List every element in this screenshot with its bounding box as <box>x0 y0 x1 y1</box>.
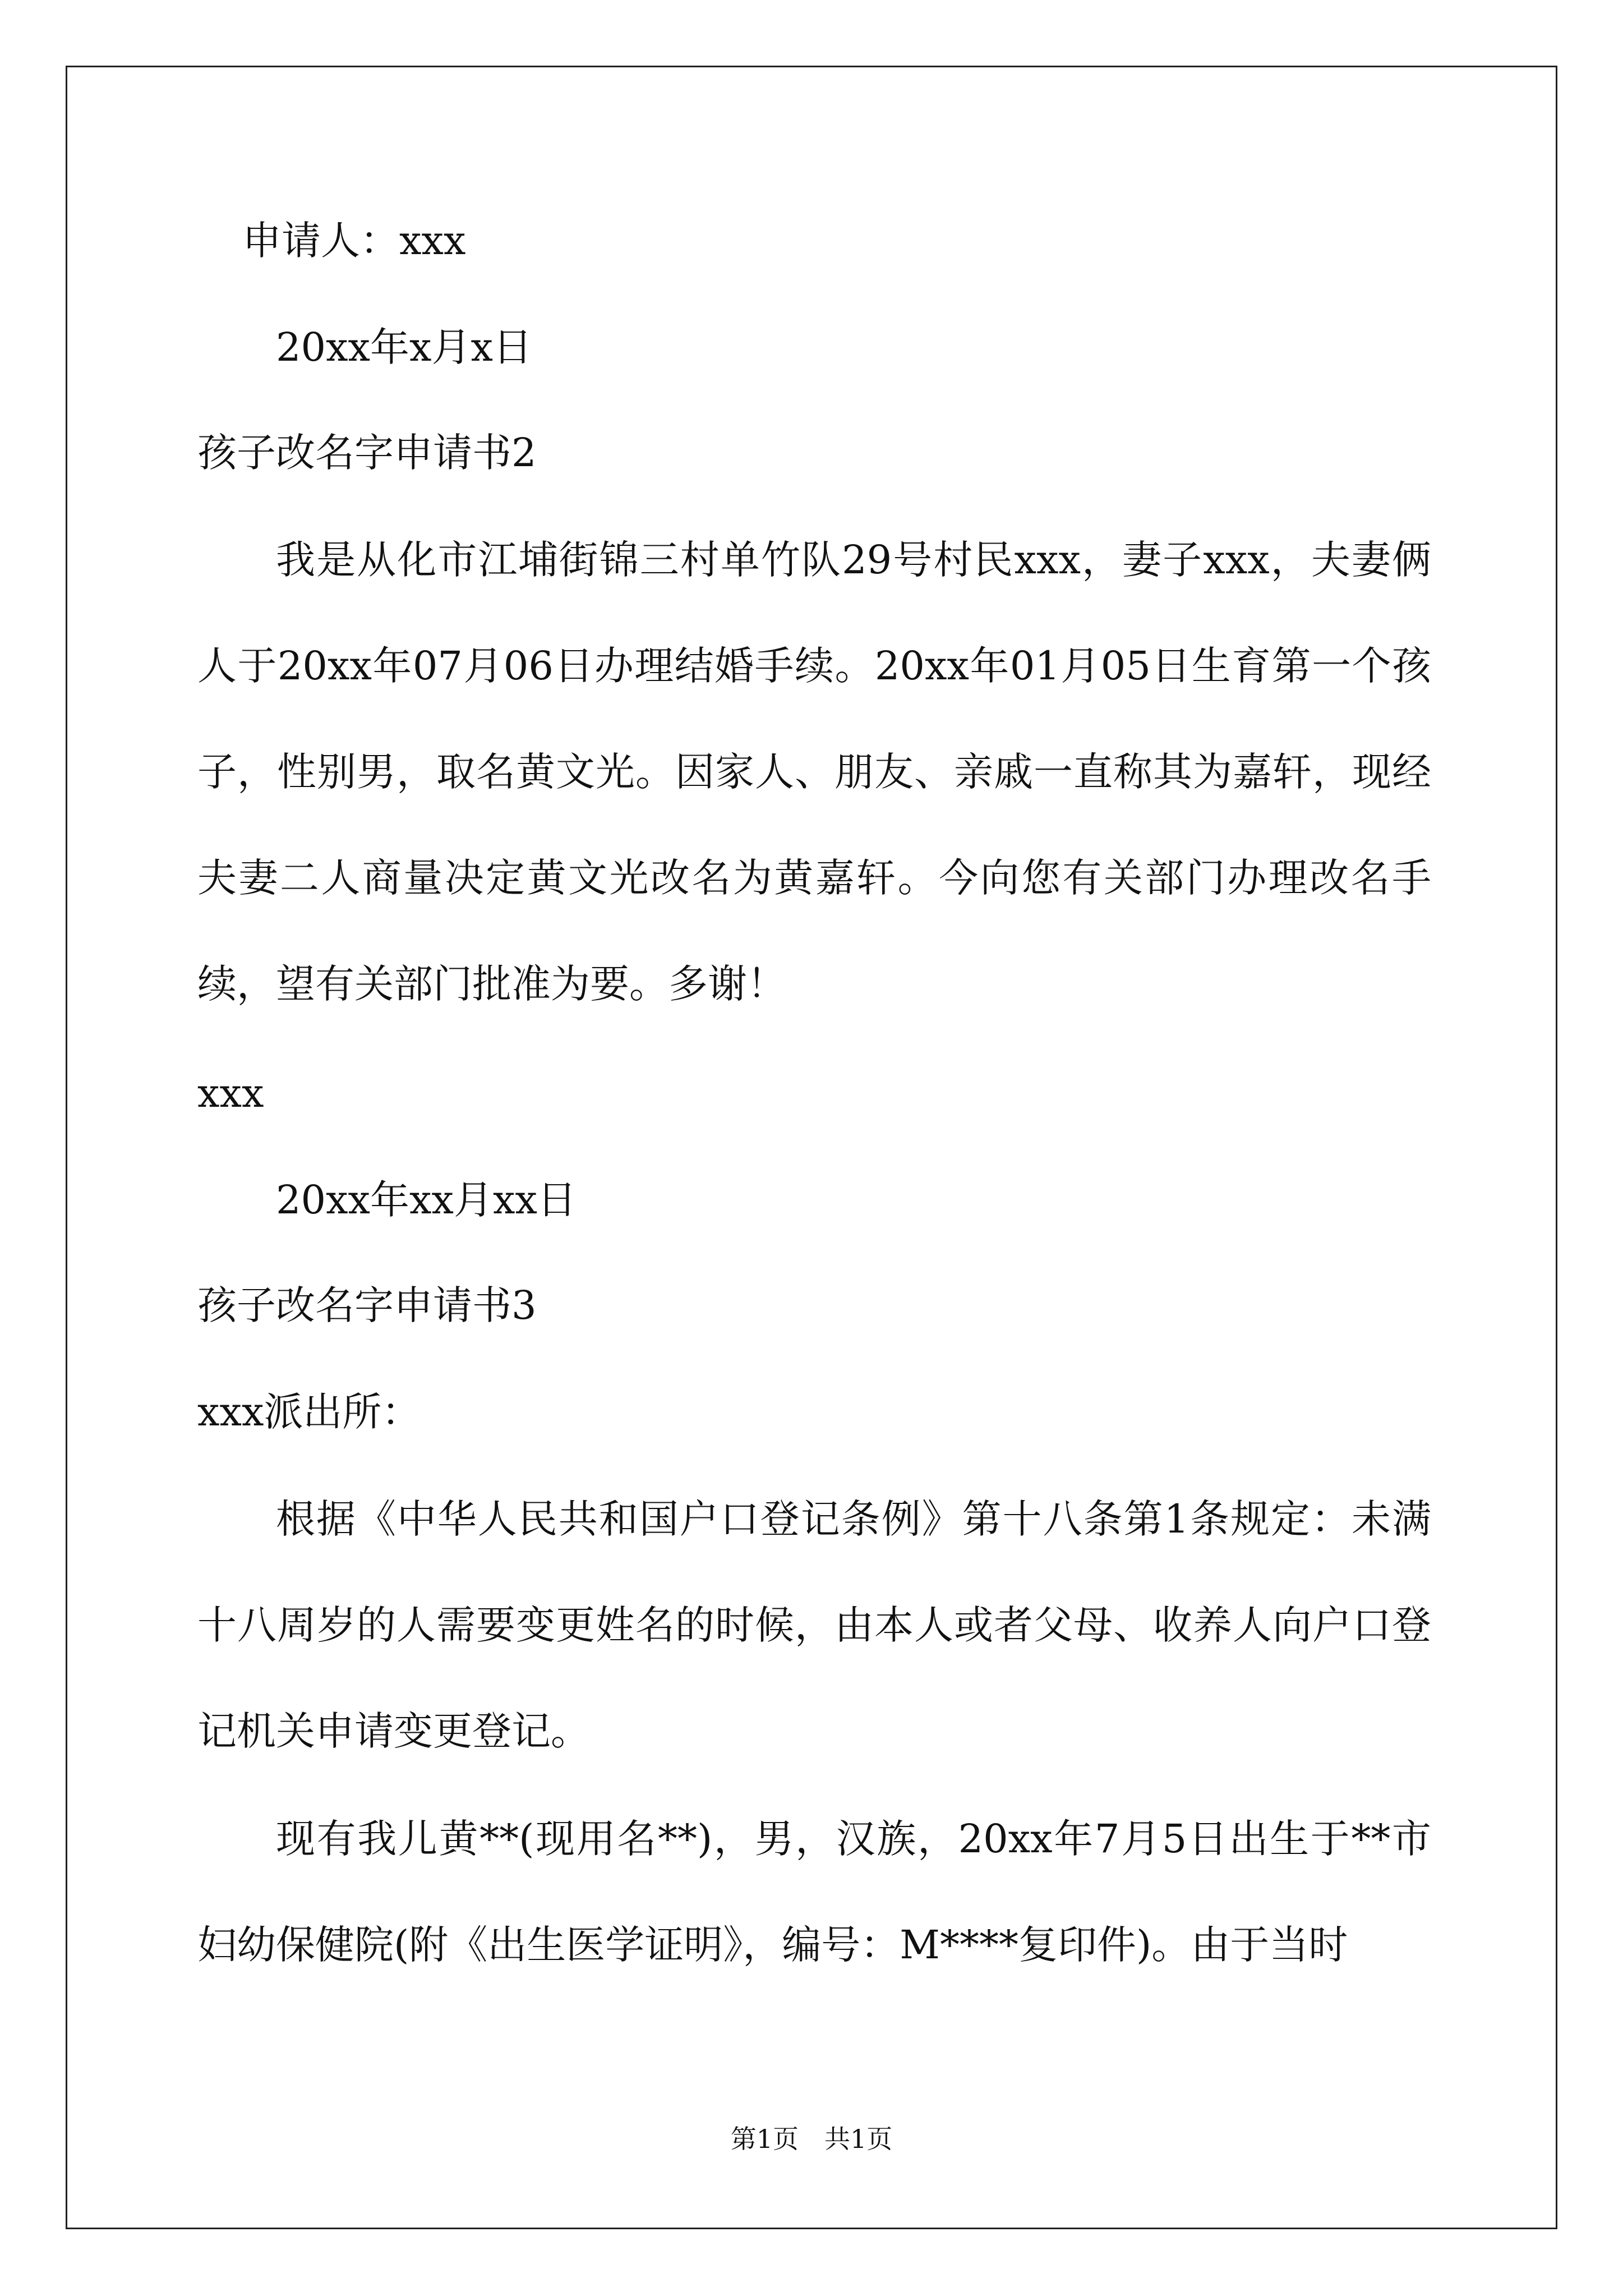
signature: xxx <box>197 1070 264 1116</box>
section-heading: 孩子改名字申请书3 <box>197 1282 537 1328</box>
body-paragraph: 根据《中华人民共和国户口登记条例》第十八条第1条规定：未满十八周岁的人需要变更姓名的时候，由本人或者父母、收养人向户口登记机关申请变更登记。 <box>197 1496 1431 1754</box>
body-paragraph: 我是从化市江埔街锦三村单竹队29号村民xxx，妻子xxx，夫妻俩人于20xx年07月06日办理结婚手续。20xx年01月05日生育第一个孩子，性别男，取名黄文光。因家人、朋友、亲戚一直称其为嘉轩，现经夫妻二人商量决定黄文光改名为黄嘉轩。今向您有关部门办理改名手续，望有关部门批准为要。多谢！ <box>197 537 1431 1007</box>
body-paragraph: 现有我儿黄**(现用名**)，男，汉族，20xx年7月5日出生于**市妇幼保健院(附《出生医学证明》，编号：M****复印件)。由于当时 <box>197 1816 1431 1968</box>
section-heading: 孩子改名字申请书2 <box>197 430 537 476</box>
page-number: 第1页 共1页 <box>730 2124 893 2154</box>
date-line: 20xx年xx月xx日 <box>276 1177 577 1223</box>
date-line: 20xx年x月x日 <box>276 324 532 370</box>
addressee: xxx派出所： <box>197 1389 421 1435</box>
applicant-line: 申请人：xxx <box>242 218 466 264</box>
